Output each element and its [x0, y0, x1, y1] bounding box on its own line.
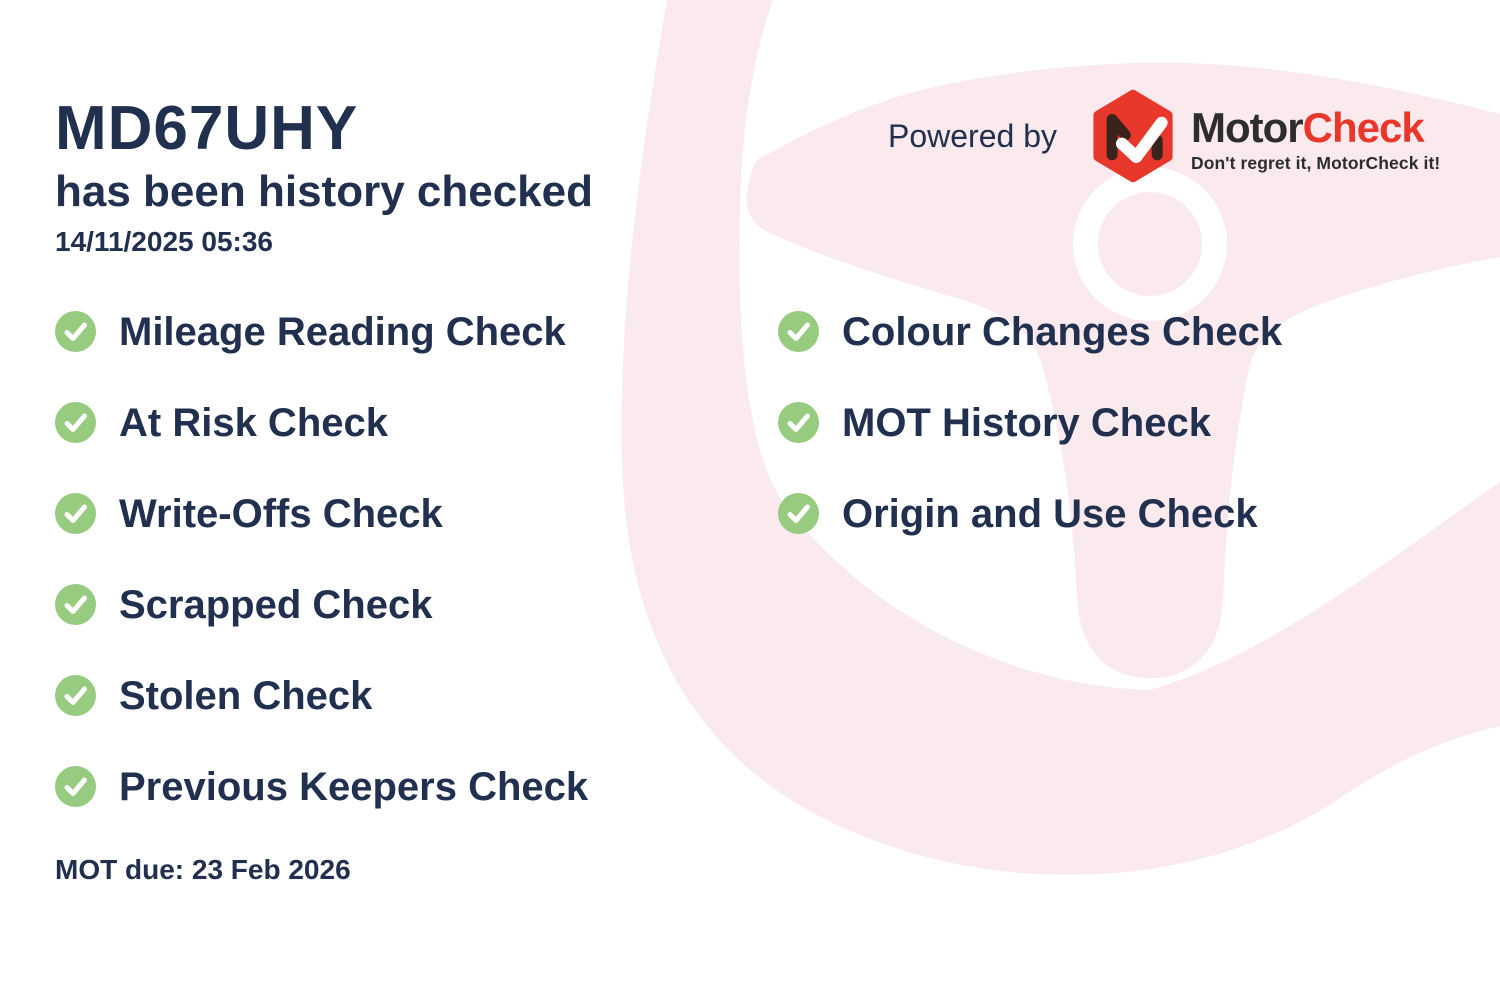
list-item — [55, 377, 588, 468]
wheel-hub-center — [1098, 192, 1202, 296]
check-item-label: Origin and Use Check — [842, 491, 1258, 536]
motorcheck-hexagon-check-icon — [1089, 89, 1177, 183]
green-check-circle-icon — [55, 675, 96, 716]
checklist-left-column — [55, 286, 588, 832]
list-item — [778, 377, 1282, 468]
list-item — [778, 468, 1282, 559]
check-item-label: Scrapped Check — [119, 582, 433, 627]
brand-name — [1190, 103, 1440, 151]
check-timestamp: 14/11/2025 05:36 — [55, 226, 273, 257]
mot-due-text: MOT due: 23 Feb 2026 — [55, 854, 351, 885]
green-check-circle-icon — [778, 493, 819, 534]
list-item — [55, 286, 588, 377]
list-item — [55, 559, 588, 650]
vehicle-registration-plate: MD67UHY — [55, 94, 359, 163]
brand-name-motor: Motor — [1190, 103, 1303, 151]
green-check-circle-icon — [55, 402, 96, 443]
check-item-label: Stolen Check — [119, 673, 373, 718]
check-item-label: Write-Offs Check — [119, 491, 443, 536]
list-item — [778, 286, 1282, 377]
green-check-circle-icon — [55, 584, 96, 625]
green-check-circle-icon — [55, 493, 96, 534]
list-item — [55, 468, 588, 559]
list-item — [55, 741, 588, 832]
check-item-label: Colour Changes Check — [842, 309, 1283, 354]
powered-by-label: Powered by — [888, 117, 1057, 154]
brand-name-check: Check — [1302, 103, 1424, 151]
brand-wordmark — [1190, 103, 1441, 174]
green-check-circle-icon — [778, 402, 819, 443]
brand-tagline: Don't regret it, MotorCheck it! — [1190, 152, 1441, 173]
check-item-label: Previous Keepers Check — [119, 764, 589, 809]
green-check-circle-icon — [55, 766, 96, 807]
check-item-label: MOT History Check — [842, 400, 1211, 445]
green-check-circle-icon — [55, 311, 96, 352]
check-item-label: Mileage Reading Check — [119, 309, 566, 354]
check-item-label: At Risk Check — [119, 400, 388, 445]
list-item — [55, 650, 588, 741]
page-title: has been history checked — [55, 167, 593, 216]
checklist-right-column — [778, 286, 1282, 559]
green-check-circle-icon — [778, 311, 819, 352]
branding-bar — [888, 88, 1440, 184]
